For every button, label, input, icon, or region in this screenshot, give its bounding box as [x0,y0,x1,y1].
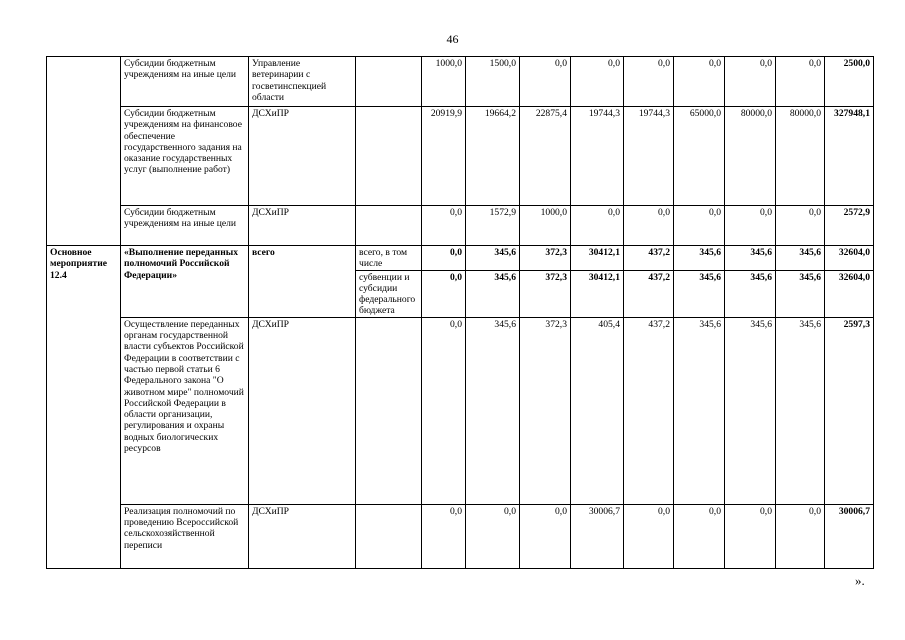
total-cell: 30006,7 [825,504,874,568]
total-cell: 2572,9 [825,206,874,246]
value-cell: 372,3 [520,270,571,317]
value-cell: 345,6 [776,246,825,271]
value-cell: 0,0 [571,57,624,107]
page-number: 46 [446,32,459,46]
value-cell: 0,0 [776,57,825,107]
value-cell: 0,0 [422,246,466,271]
description-cell: Осуществление переданных органам государственной власти субъектов Российской Федерации в соответствии с частью первой статьи 6 Федерального закона "О животном мире" полномочий Российской Федерации в области организации, регулирования и охраны водных биологических ресурсов [121,317,249,504]
source-cell: субвенции и субсидии федерального бюджета [356,270,422,317]
executor-cell: Управление ветеринарии с госветинспекцией области [249,57,356,107]
value-cell: 437,2 [624,246,674,271]
value-cell: 19744,3 [571,107,624,206]
description-cell: Реализация полномочий по проведению Всероссийской сельскохозяйственной переписи [121,504,249,568]
value-cell: 19744,3 [624,107,674,206]
value-cell: 0,0 [422,504,466,568]
measure-cell: Основное мероприятие 12.4 [47,246,121,569]
value-cell: 1000,0 [520,206,571,246]
source-cell [356,57,422,107]
value-cell: 0,0 [520,504,571,568]
description-cell: «Выполнение переданных полномочий Российской Федерации» [121,246,249,318]
table-row [47,317,874,504]
value-cell: 0,0 [624,206,674,246]
total-cell: 32604,0 [825,270,874,317]
value-cell: 80000,0 [776,107,825,206]
value-cell: 345,6 [674,246,725,271]
value-cell: 0,0 [776,504,825,568]
value-cell: 0,0 [674,206,725,246]
value-cell: 345,6 [466,246,520,271]
value-cell: 0,0 [725,206,776,246]
value-cell: 345,6 [674,270,725,317]
value-cell: 345,6 [725,317,776,504]
table-row [47,206,874,246]
table-row [47,246,874,271]
value-cell: 437,2 [624,270,674,317]
description-cell: Субсидии бюджетным учреждениям на иные цели [121,206,249,246]
value-cell: 0,0 [422,317,466,504]
value-cell: 345,6 [674,317,725,504]
executor-cell: ДСХиПР [249,504,356,568]
total-cell: 2500,0 [825,57,874,107]
value-cell: 0,0 [725,57,776,107]
value-cell: 345,6 [725,246,776,271]
value-cell: 345,6 [466,270,520,317]
executor-cell: ДСХиПР [249,206,356,246]
source-cell [356,504,422,568]
value-cell: 437,2 [624,317,674,504]
value-cell: 0,0 [674,504,725,568]
value-cell: 22875,4 [520,107,571,206]
source-cell [356,206,422,246]
value-cell: 0,0 [776,206,825,246]
value-cell: 0,0 [422,206,466,246]
value-cell: 80000,0 [725,107,776,206]
description-cell: Субсидии бюджетным учреждениям на финансовое обеспечение государственного задания на оказание государственных услуг (выполнение работ) [121,107,249,206]
total-cell: 327948,1 [825,107,874,206]
executor-cell: всего [249,246,356,318]
value-cell: 0,0 [422,270,466,317]
table-row [47,107,874,206]
value-cell: 19664,2 [466,107,520,206]
value-cell: 405,4 [571,317,624,504]
value-cell: 372,3 [520,246,571,271]
table-row [47,57,874,107]
value-cell: 372,3 [520,317,571,504]
source-cell [356,317,422,504]
value-cell: 345,6 [776,317,825,504]
value-cell: 30412,1 [571,246,624,271]
table-row [47,504,874,568]
value-cell: 1000,0 [422,57,466,107]
budget-table [46,56,874,569]
value-cell: 0,0 [520,57,571,107]
source-cell [356,107,422,206]
value-cell: 345,6 [776,270,825,317]
value-cell: 0,0 [466,504,520,568]
description-cell: Субсидии бюджетным учреждениям на иные цели [121,57,249,107]
value-cell: 0,0 [725,504,776,568]
value-cell: 65000,0 [674,107,725,206]
value-cell: 0,0 [624,504,674,568]
value-cell: 20919,9 [422,107,466,206]
value-cell: 0,0 [624,57,674,107]
value-cell: 345,6 [725,270,776,317]
executor-cell: ДСХиПР [249,107,356,206]
value-cell: 30412,1 [571,270,624,317]
value-cell: 1500,0 [466,57,520,107]
closing-quote-mark: ». [855,573,865,588]
measure-cell [47,57,121,246]
executor-cell: ДСХиПР [249,317,356,504]
source-cell: всего, в том числе [356,246,422,271]
value-cell: 0,0 [674,57,725,107]
value-cell: 0,0 [571,206,624,246]
value-cell: 345,6 [466,317,520,504]
value-cell: 1572,9 [466,206,520,246]
total-cell: 2597,3 [825,317,874,504]
total-cell: 32604,0 [825,246,874,271]
value-cell: 30006,7 [571,504,624,568]
